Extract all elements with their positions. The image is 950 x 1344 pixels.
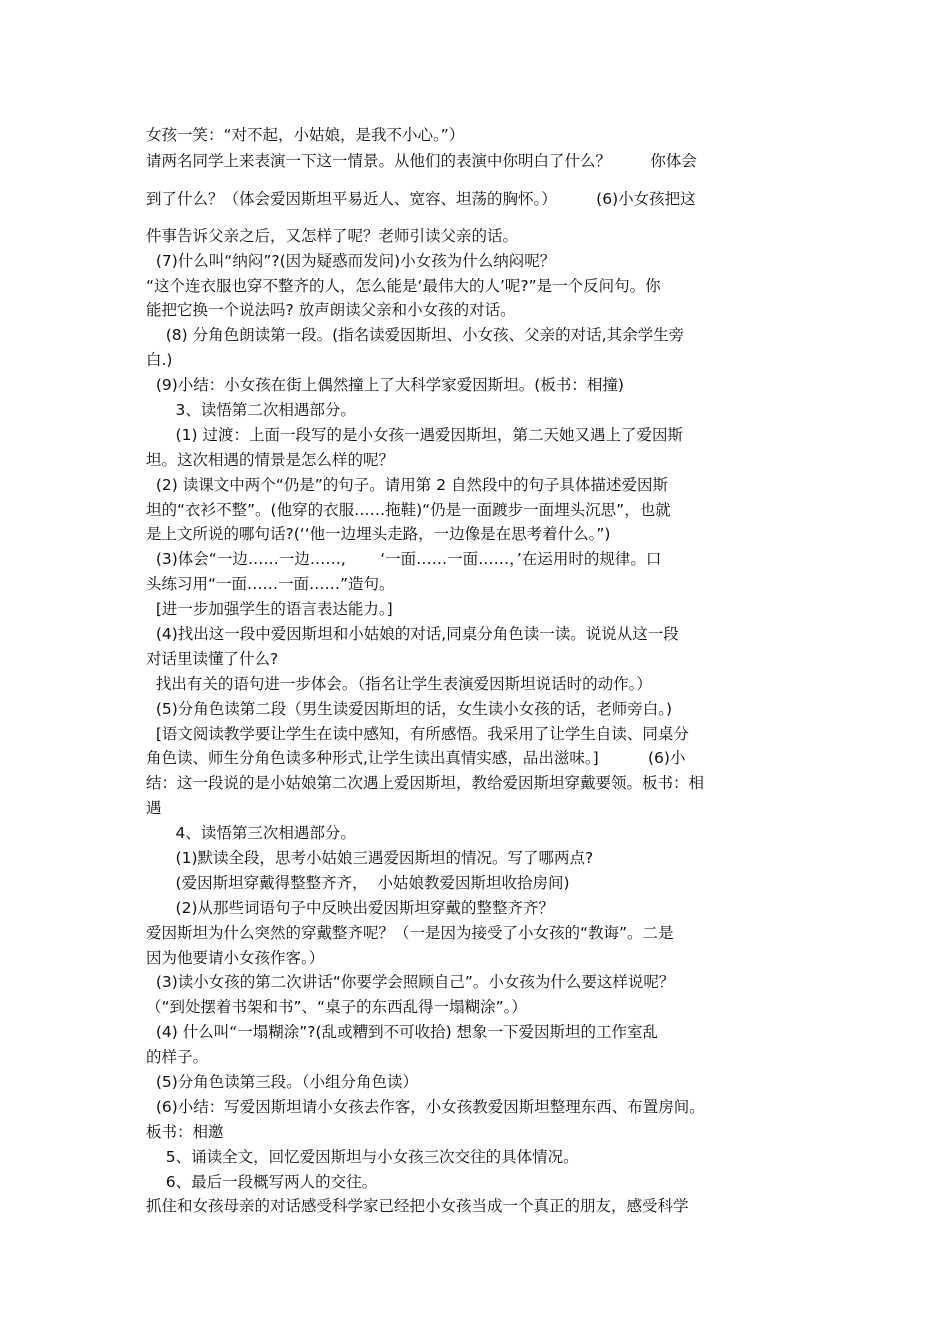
text-line: [进一步加强学生的语言表达能力。]	[146, 600, 393, 618]
text-line: 能把它换一个说法吗? 放声朗读父亲和小女孩的对话。	[146, 301, 516, 319]
text-line: 板书：相邀	[146, 1123, 224, 1141]
text-line: 是上文所说的哪句话?(‘‘他一边埋头走路，一边像是在思考着什么。”)	[146, 525, 611, 543]
text-line: (4) 什么叫“一塌糊涂”?(乱或糟到不可收拾) 想象一下爱因斯坦的工作室乱	[146, 1023, 659, 1041]
text-line: 请两名同学上来表演一下这一情景。从他们的表演中你明白了什么？ 你体会	[146, 152, 697, 170]
text-line: 的样子。	[146, 1048, 209, 1066]
text-line: 女孩一笑：“对不起，小姑娘，是我不小心。”）	[146, 126, 465, 144]
text-line: 找出有关的语句进一步体会。（指名让学生表演爱因斯坦说话时的动作。）	[146, 675, 652, 693]
text-line: 因为他要请小女孩作客。）	[146, 949, 325, 967]
text-line: （“到处摆着书架和书”、“桌子的东西乱得一塌糊涂”。）	[146, 998, 527, 1016]
text-line: 5、诵读全文，回忆爱因斯坦与小女孩三次交往的具体情况。	[146, 1148, 579, 1166]
text-line: (4)找出这一段中爱因斯坦和小姑娘的对话,同桌分角色读一读。说说从这一段	[146, 625, 679, 643]
text-line: (3)读小女孩的第二次讲话“你要学会照顾自己”。小女孩为什么要这样说呢？	[146, 973, 675, 991]
text-line: 爱因斯坦为什么突然的穿戴整齐呢？（一是因为接受了小女孩的“教诲”。二是	[146, 924, 674, 942]
text-line: (1) 过渡：上面一段写的是小女孩一遇爱因斯坦，第二天她又遇上了爱因斯	[146, 426, 683, 444]
text-line: 角色读、师生分角色读多种形式,让学生读出真情实感，品出滋味。] (6)小	[146, 749, 686, 767]
text-line: 结：这一段说的是小姑娘第二次遇上爱因斯坦，教给爱因斯坦穿戴要领。板书：相	[146, 774, 705, 792]
text-line: (5)分角色读第二段（男生读爱因斯坦的话，女生读小女孩的话，老师旁白。)	[146, 700, 673, 718]
text-line: (3)体会“一边……一边……, ‘一面……一面……，’在运用时的规律。口	[146, 550, 662, 568]
text-line: 遇	[146, 799, 162, 817]
text-line: [语文阅读教学要让学生在读中感知，有所感悟。我采用了让学生自读、同桌分	[146, 725, 689, 743]
text-line: 4、读悟第三次相遇部分。	[146, 824, 356, 842]
text-line: 坦的“衣衫不整”。(他穿的衣服……拖鞋)“仍是一面踱步一面埋头沉思”，也就	[146, 501, 671, 519]
text-line: (1)默读全段，思考小姑娘三遇爱因斯坦的情况。写了哪两点?	[146, 849, 594, 867]
text-line: (2)从那些词语句子中反映出爱因斯坦穿戴的整整齐齐？	[146, 899, 555, 917]
text-line: 白.)	[146, 351, 173, 369]
text-line: (9)小结：小女孩在街上偶然撞上了大科学家爱因斯坦。(板书：相撞)	[146, 376, 624, 394]
text-line: 对话里读懂了什么?	[146, 650, 279, 668]
text-line: 头练习用“一面……一面……”造句。	[146, 575, 395, 593]
text-line: “这个连衣服也穿不整齐的人，怎么能是‘最伟大的人’呢?”是一个反问句。你	[146, 277, 661, 295]
text-line: 件事告诉父亲之后，又怎样了呢？老师引读父亲的话。	[146, 227, 519, 245]
text-line: (8) 分角色朗读第一段。(指名读爱因斯坦、小女孩、父亲的对话,其余学生旁	[146, 326, 685, 344]
text-line: 6、最后一段概写两人的交往。	[146, 1173, 378, 1191]
text-line: (5)分角色读第三段。（小组分角色读）	[146, 1073, 419, 1091]
text-line: 到了什么？（体会爱因斯坦平易近人、宽容、坦荡的胸怀。） (6)小女孩把这	[146, 190, 696, 208]
text-line: 坦。这次相遇的情景是怎么样的呢？	[146, 451, 395, 469]
text-line: 抓住和女孩母亲的对话感受科学家已经把小女孩当成一个真正的朋友，感受科学	[146, 1197, 689, 1215]
text-line: 3、读悟第二次相遇部分。	[146, 401, 356, 419]
text-line: (2) 读课文中两个“仍是”的句子。请用第 2 自然段中的句子具体描述爱因斯	[146, 476, 669, 494]
text-line: (6)小结：写爱因斯坦请小女孩去作客，小女孩教爱因斯坦整理东西、布置房间。	[146, 1098, 705, 1116]
text-line: (7)什么叫“纳闷”?(因为疑惑而发问)小女孩为什么纳闷呢？	[146, 252, 556, 270]
text-line: (爱因斯坦穿戴得整整齐齐， 小姑娘教爱因斯坦收拾房间)	[146, 874, 570, 892]
